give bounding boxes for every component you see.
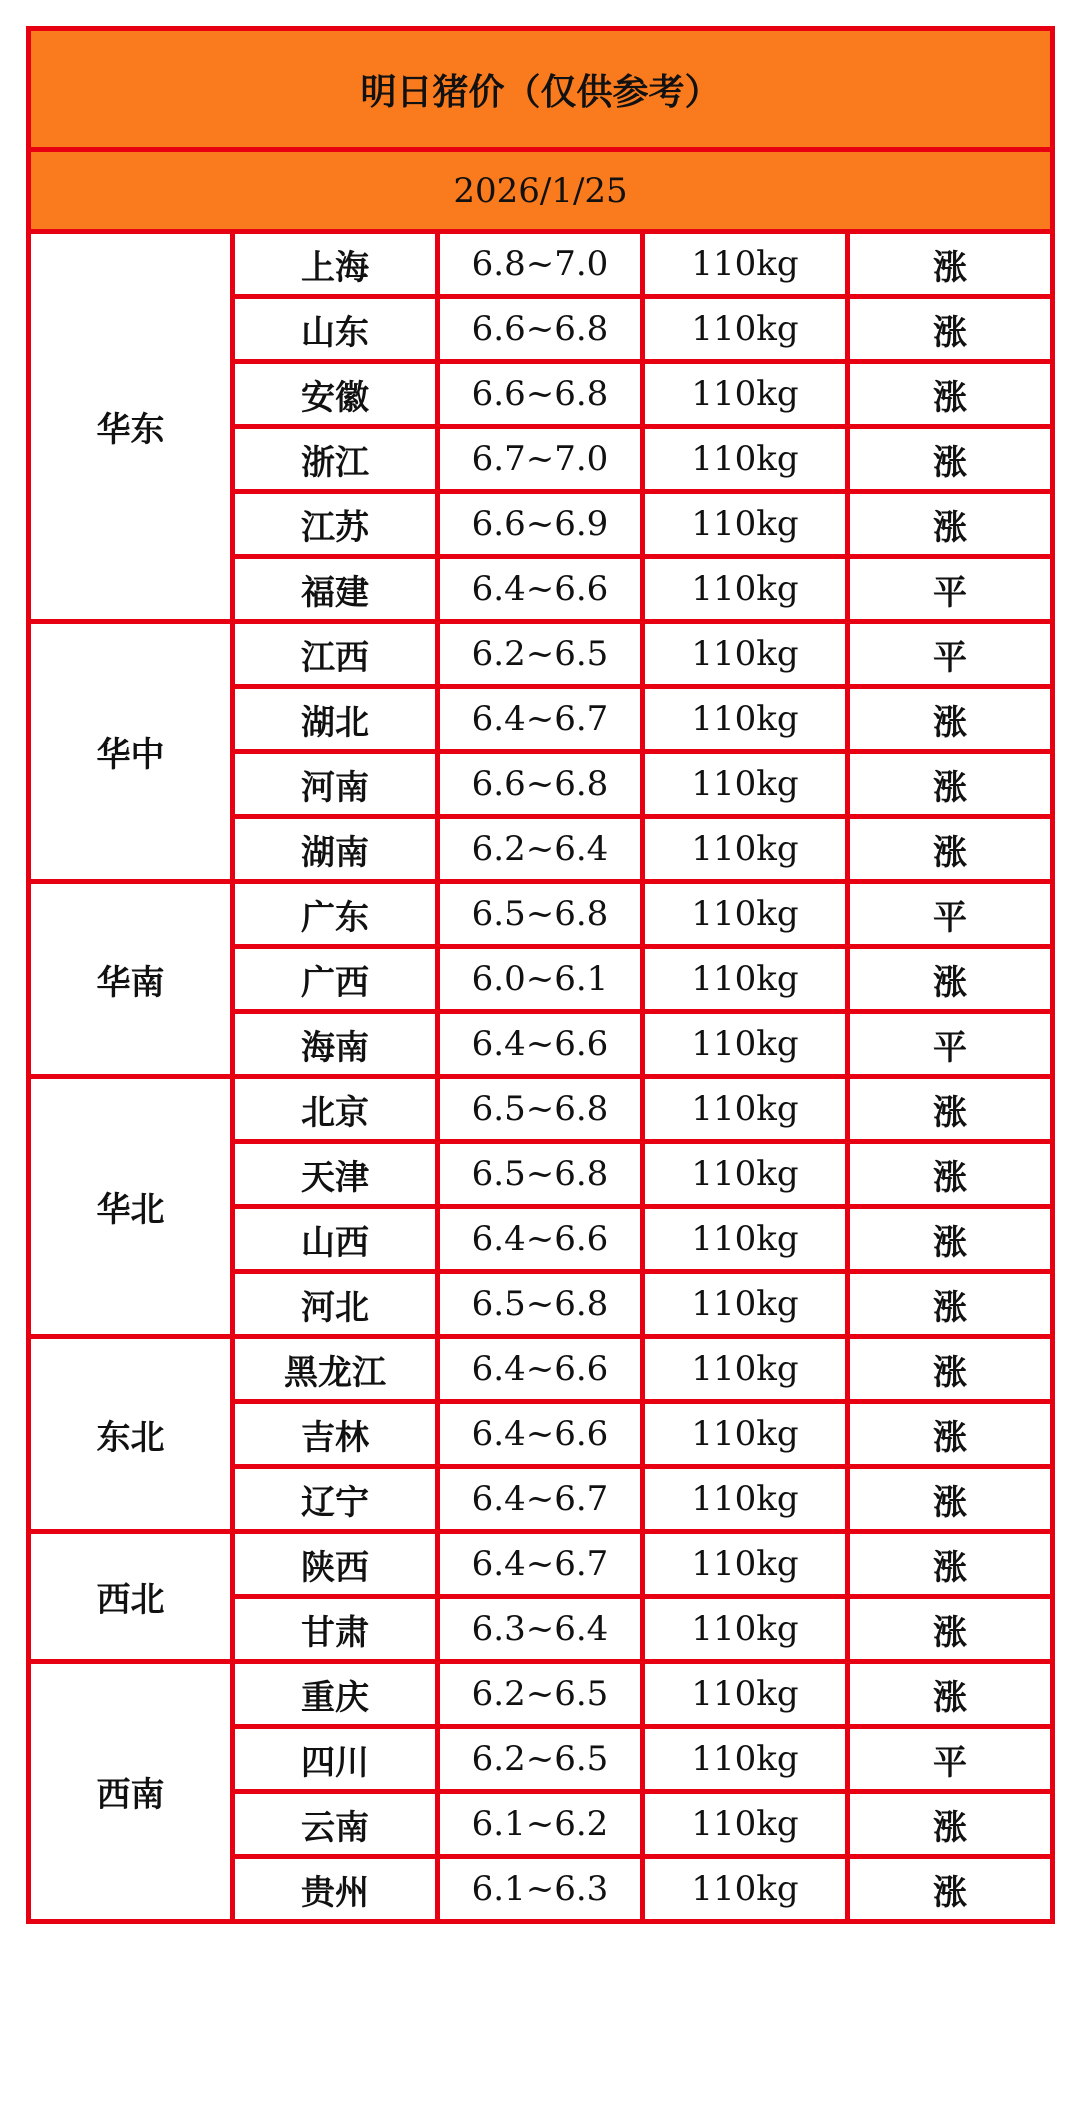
trend-indicator: 涨 xyxy=(848,232,1053,297)
weight-standard: 110kg xyxy=(643,427,848,492)
weight-standard: 110kg xyxy=(643,232,848,297)
table-row xyxy=(29,1662,1053,1727)
weight-standard: 110kg xyxy=(643,362,848,427)
province-name: 四川 xyxy=(233,1727,438,1792)
trend-indicator: 涨 xyxy=(848,752,1053,817)
weight-standard: 110kg xyxy=(643,1207,848,1272)
province-name: 湖北 xyxy=(233,687,438,752)
province-name: 贵州 xyxy=(233,1857,438,1922)
trend-indicator: 涨 xyxy=(848,687,1053,752)
trend-indicator: 涨 xyxy=(848,1337,1053,1402)
weight-standard: 110kg xyxy=(643,1077,848,1142)
province-name: 海南 xyxy=(233,1012,438,1077)
trend-indicator: 涨 xyxy=(848,427,1053,492)
region-name: 华中 xyxy=(29,622,233,882)
province-name: 福建 xyxy=(233,557,438,622)
trend-indicator: 涨 xyxy=(848,1662,1053,1727)
weight-standard: 110kg xyxy=(643,1532,848,1597)
price-range: 6.2~6.5 xyxy=(438,1727,643,1792)
price-range: 6.4~6.6 xyxy=(438,1207,643,1272)
region-name: 东北 xyxy=(29,1337,233,1532)
province-name: 陕西 xyxy=(233,1532,438,1597)
price-range: 6.3~6.4 xyxy=(438,1597,643,1662)
trend-indicator: 涨 xyxy=(848,297,1053,362)
trend-indicator: 涨 xyxy=(848,1077,1053,1142)
table-row xyxy=(29,1532,1053,1597)
province-name: 上海 xyxy=(233,232,438,297)
region-name: 西南 xyxy=(29,1662,233,1922)
price-range: 6.4~6.6 xyxy=(438,1012,643,1077)
province-name: 山东 xyxy=(233,297,438,362)
price-range: 6.4~6.7 xyxy=(438,1467,643,1532)
table-title: 明日猪价（仅供参考） xyxy=(29,29,1053,150)
weight-standard: 110kg xyxy=(643,557,848,622)
province-name: 天津 xyxy=(233,1142,438,1207)
province-name: 黑龙江 xyxy=(233,1337,438,1402)
price-range: 6.4~6.6 xyxy=(438,557,643,622)
weight-standard: 110kg xyxy=(643,1792,848,1857)
price-range: 6.0~6.1 xyxy=(438,947,643,1012)
price-range: 6.6~6.8 xyxy=(438,297,643,362)
province-name: 重庆 xyxy=(233,1662,438,1727)
weight-standard: 110kg xyxy=(643,752,848,817)
table-row xyxy=(29,1337,1053,1402)
table-row xyxy=(29,622,1053,687)
trend-indicator: 涨 xyxy=(848,1272,1053,1337)
trend-indicator: 涨 xyxy=(848,362,1053,427)
pig-price-table xyxy=(26,26,1055,1924)
table-row xyxy=(29,882,1053,947)
weight-standard: 110kg xyxy=(643,622,848,687)
trend-indicator: 平 xyxy=(848,882,1053,947)
weight-standard: 110kg xyxy=(643,1727,848,1792)
price-range: 6.5~6.8 xyxy=(438,882,643,947)
price-range: 6.6~6.9 xyxy=(438,492,643,557)
province-name: 江苏 xyxy=(233,492,438,557)
price-range: 6.1~6.2 xyxy=(438,1792,643,1857)
price-range: 6.6~6.8 xyxy=(438,362,643,427)
price-range: 6.5~6.8 xyxy=(438,1272,643,1337)
weight-standard: 110kg xyxy=(643,492,848,557)
province-name: 浙江 xyxy=(233,427,438,492)
weight-standard: 110kg xyxy=(643,1662,848,1727)
trend-indicator: 涨 xyxy=(848,1792,1053,1857)
province-name: 辽宁 xyxy=(233,1467,438,1532)
province-name: 北京 xyxy=(233,1077,438,1142)
trend-indicator: 涨 xyxy=(848,1402,1053,1467)
price-range: 6.2~6.5 xyxy=(438,1662,643,1727)
province-name: 湖南 xyxy=(233,817,438,882)
province-name: 江西 xyxy=(233,622,438,687)
province-name: 吉林 xyxy=(233,1402,438,1467)
weight-standard: 110kg xyxy=(643,1012,848,1077)
price-range: 6.8~7.0 xyxy=(438,232,643,297)
weight-standard: 110kg xyxy=(643,817,848,882)
weight-standard: 110kg xyxy=(643,882,848,947)
price-range: 6.6~6.8 xyxy=(438,752,643,817)
region-name: 华东 xyxy=(29,232,233,622)
weight-standard: 110kg xyxy=(643,687,848,752)
weight-standard: 110kg xyxy=(643,1857,848,1922)
trend-indicator: 涨 xyxy=(848,492,1053,557)
weight-standard: 110kg xyxy=(643,1467,848,1532)
trend-indicator: 涨 xyxy=(848,1142,1053,1207)
table-row xyxy=(29,232,1053,297)
price-range: 6.4~6.6 xyxy=(438,1402,643,1467)
province-name: 河南 xyxy=(233,752,438,817)
trend-indicator: 平 xyxy=(848,557,1053,622)
price-range: 6.5~6.8 xyxy=(438,1077,643,1142)
table-row xyxy=(29,1077,1053,1142)
trend-indicator: 涨 xyxy=(848,1467,1053,1532)
trend-indicator: 平 xyxy=(848,1012,1053,1077)
weight-standard: 110kg xyxy=(643,297,848,362)
price-range: 6.2~6.4 xyxy=(438,817,643,882)
trend-indicator: 涨 xyxy=(848,1597,1053,1662)
trend-indicator: 平 xyxy=(848,1727,1053,1792)
province-name: 安徽 xyxy=(233,362,438,427)
region-name: 西北 xyxy=(29,1532,233,1662)
weight-standard: 110kg xyxy=(643,1142,848,1207)
price-range: 6.4~6.7 xyxy=(438,1532,643,1597)
province-name: 云南 xyxy=(233,1792,438,1857)
trend-indicator: 涨 xyxy=(848,1857,1053,1922)
price-range: 6.7~7.0 xyxy=(438,427,643,492)
weight-standard: 110kg xyxy=(643,1597,848,1662)
table-date: 2026/1/25 xyxy=(29,150,1053,232)
weight-standard: 110kg xyxy=(643,1337,848,1402)
price-range: 6.2~6.5 xyxy=(438,622,643,687)
province-name: 河北 xyxy=(233,1272,438,1337)
price-range: 6.1~6.3 xyxy=(438,1857,643,1922)
price-range: 6.4~6.6 xyxy=(438,1337,643,1402)
province-name: 广西 xyxy=(233,947,438,1012)
price-range: 6.5~6.8 xyxy=(438,1142,643,1207)
table-body xyxy=(29,232,1053,1922)
trend-indicator: 涨 xyxy=(848,947,1053,1012)
price-range: 6.4~6.7 xyxy=(438,687,643,752)
region-name: 华北 xyxy=(29,1077,233,1337)
trend-indicator: 涨 xyxy=(848,1207,1053,1272)
trend-indicator: 涨 xyxy=(848,1532,1053,1597)
province-name: 山西 xyxy=(233,1207,438,1272)
region-name: 华南 xyxy=(29,882,233,1077)
weight-standard: 110kg xyxy=(643,1402,848,1467)
trend-indicator: 涨 xyxy=(848,817,1053,882)
trend-indicator: 平 xyxy=(848,622,1053,687)
weight-standard: 110kg xyxy=(643,1272,848,1337)
weight-standard: 110kg xyxy=(643,947,848,1012)
province-name: 甘肃 xyxy=(233,1597,438,1662)
province-name: 广东 xyxy=(233,882,438,947)
